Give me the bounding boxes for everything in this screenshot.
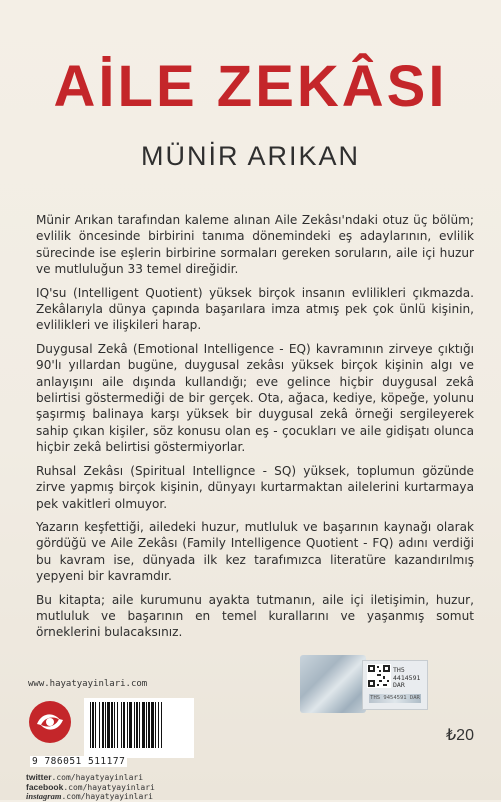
barcode-bar xyxy=(123,702,125,748)
book-author: MÜNİR ARIKAN xyxy=(140,141,361,171)
barcode-bar xyxy=(117,702,118,748)
blurb-paragraph: Yazarın keşfettiği, ailedeki huzur, mutluluk ve başarının kaynağı olarak gördüğü ve Aile Zekâsı (Family Intelligence Quotient - FQ) adını verdiği bu kavram ise, dünyada ilk kez tarafımızca literatüre kazandırılmış yepyeni bir kavramdır. xyxy=(36,519,474,584)
price-label: ₺20 xyxy=(446,727,474,744)
barcode-bar xyxy=(129,702,132,748)
barcode-bar xyxy=(158,702,159,748)
blurb-paragraph: IQ'su (Intelligent Quotient) yüksek birçok insanın evlilikleri çıkmazda. Zekâlarıyla dünya çapında başarılara imza atmış pek çok ünlü kişinin, evlilikleri ve ilişkileri harap. xyxy=(36,285,474,333)
sticker-strip: THS 9454591 DAR xyxy=(370,695,420,701)
qr-code-icon xyxy=(367,664,391,688)
barcode-bar xyxy=(92,702,94,748)
blurb-paragraph: Duygusal Zekâ (Emotional Intelligence - EQ) kavramının zirveye çıktığı 90'lı yıllardan bugüne, duygusal zekâsı yüksek birçok kişinin algı ve anlayışını aile dışında kullandığı; eve gelince hiçbir duygusal zekâ belirtisi göstermediği de bir gerçek. Ota, ağaca, kediye, köpeğe, yolunu şaşırmış balinaya karşı yüksek bir duygusal zekâ örneği sergileyerek sahip çıkan kişiler, söz konusu olan eş - çocukları ve aile gidişatı olunca hiçbir zekâ belirtisi göstermiyorlar. xyxy=(36,341,474,455)
barcode-bar xyxy=(114,702,115,748)
barcode-bar xyxy=(107,702,110,748)
barcode-bar xyxy=(102,702,104,748)
isbn-number: 9 786051 511177 xyxy=(32,756,126,767)
sticker-text: TH5 4414591 DAR xyxy=(393,666,421,689)
barcode-bar xyxy=(134,702,135,748)
barcode-bar xyxy=(127,702,128,748)
back-cover-blurb xyxy=(36,212,474,648)
barcode-bar xyxy=(142,702,145,748)
isbn-barcode xyxy=(84,698,194,758)
blurb-paragraph: Bu kitapta; aile kurumunu ayakta tutmanın, aile içi iletişimin, huzur, mutluluk ve başarının en temel kurallarını ve yaşanmış somut örneklerini bulacaksınız. xyxy=(36,592,474,640)
barcode-bar xyxy=(151,702,154,748)
social-facebook: facebook.com/hayatyayinlari xyxy=(26,781,155,792)
barcode-bar xyxy=(139,702,140,748)
barcode-bar xyxy=(95,702,96,748)
publisher-logo-icon xyxy=(28,700,72,744)
barcode-bar xyxy=(155,702,156,748)
blurb-paragraph: Münir Arıkan tarafından kaleme alınan Aile Zekâsı'ndaki otuz üç bölüm; evlilik öncesinde birbirini tanıma dönemindeki eş adaylarının, evlilik sürecinde ise eşlerin birbirine sormaları gereken soruların, aile içi huzur ve mutluluğun 33 temel direğidir. xyxy=(36,213,474,277)
banderol-sticker xyxy=(362,660,428,710)
blurb-paragraph: Ruhsal Zekâsı (Spiritual Intellignce - SQ) yüksek, toplumun gözünde zirve yapmış birçok kişinin, dünyayı kurtarmaktan ailelerini kurtarmaya pek vakitleri olmuyor. xyxy=(36,463,474,511)
hologram-seal xyxy=(300,655,366,713)
book-title: AİLE ZEKÂSI xyxy=(53,54,448,119)
barcode-bar xyxy=(90,702,91,748)
social-twitter: twitter.com/hayatyayinlari xyxy=(26,772,144,782)
barcode-bar xyxy=(105,702,106,748)
social-links xyxy=(26,773,155,802)
barcode-bar xyxy=(136,702,138,748)
barcode-bar xyxy=(148,702,150,748)
barcode-bar xyxy=(111,702,113,748)
publisher-website: www.hayatyayinlari.com xyxy=(28,679,148,689)
barcode-bar xyxy=(99,702,100,748)
barcode-bar xyxy=(146,702,147,748)
barcode-bar xyxy=(121,702,122,748)
social-instagram: instagram.com/hayatyayinlari xyxy=(26,791,153,801)
barcode-bar xyxy=(161,702,162,748)
